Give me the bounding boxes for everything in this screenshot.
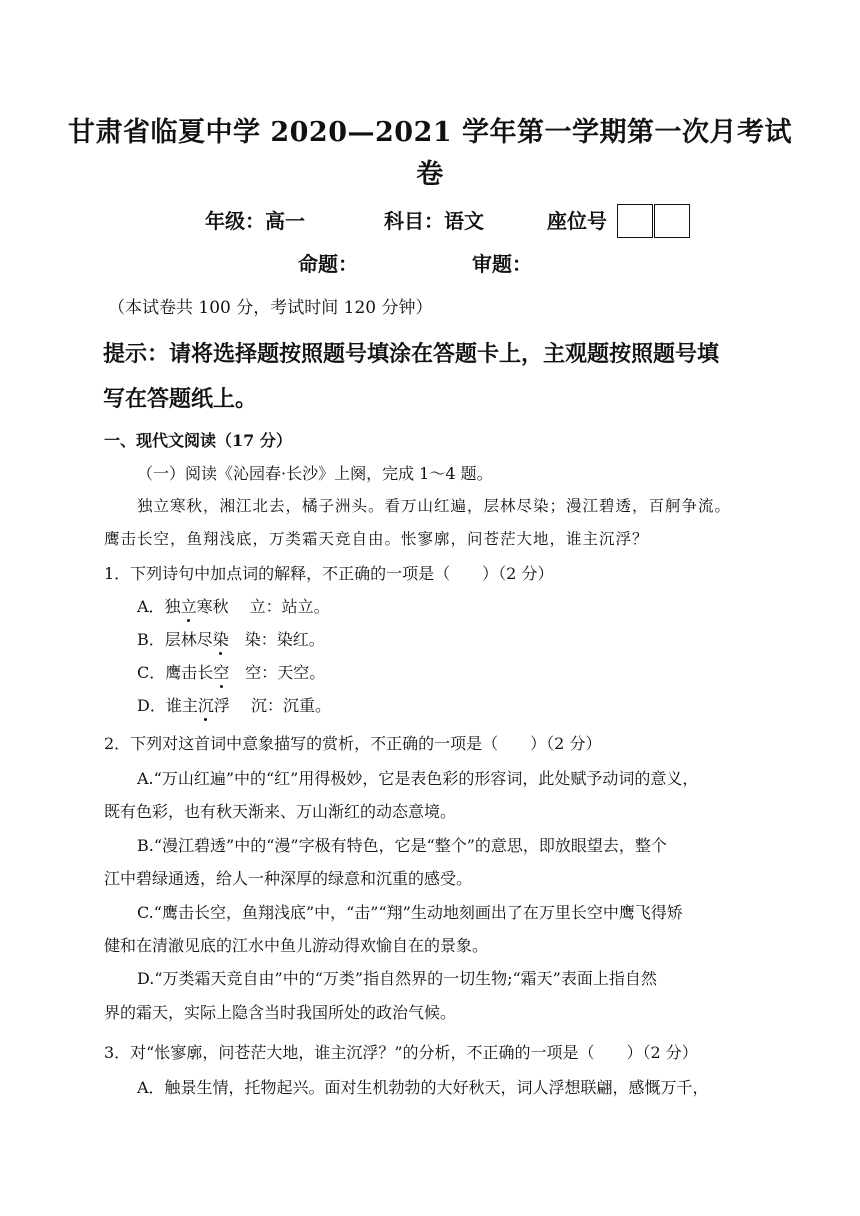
dotted-char: 空 xyxy=(213,663,230,682)
dotted-char: 沉 xyxy=(197,696,214,715)
poem-line1: 独立寒秋，湘江北去，橘子洲头。看万山红遍，层林尽染；漫江碧透，百舸争流。 xyxy=(137,497,732,515)
question2-option-d-line1: D.“万类霜天竞自由”中的“万类”指自然界的一切生物;“霜天”表面上指自然 xyxy=(137,969,657,988)
exam-title-line1: 甘肃省临夏中学 2020—2021 学年第一学期第一次月考试 xyxy=(67,117,793,148)
question1-option-b: B．层林尽染 染：染红。 xyxy=(137,630,325,649)
dotted-char: 染 xyxy=(212,630,229,649)
question1-option-a: A．独立寒秋 立：站立。 xyxy=(137,597,330,616)
exam-title-line2: 卷 xyxy=(416,159,444,190)
grade-label: 年级：高一 xyxy=(205,209,305,233)
hint-line1: 提示：请将选择题按照题号填涂在答题卡上，主观题按照题号填 xyxy=(103,341,720,367)
question2-option-a-line2: 既有色彩，也有秋天渐来、万山渐红的动态意境。 xyxy=(104,802,457,821)
question2-option-b-line1: B.“漫江碧透”中的“漫”字极有特色，它是“整个”的意思，即放眼望去，整个 xyxy=(137,836,667,855)
seat-label: 座位号 xyxy=(547,209,607,233)
proposer-label: 命题： xyxy=(298,252,358,276)
question2-stem: 2．下列对这首词中意象描写的赏析，不正确的一项是（ ）（2 分） xyxy=(104,734,602,753)
subject-label: 科目：语文 xyxy=(384,209,484,233)
hint-line2: 写在答题纸上。 xyxy=(103,386,258,412)
seat-box-1 xyxy=(617,204,653,238)
question2-option-b-line2: 江中碧绿通透，给人一种深厚的绿意和沉重的感受。 xyxy=(104,869,473,888)
seat-box-2 xyxy=(654,204,690,238)
subsection-heading: （一）阅读《沁园春·长沙》上阕，完成 1～4 题。 xyxy=(137,464,493,483)
question3-stem: 3．对“怅寥廓，问苍茫大地，谁主沉浮？”的分析，不正确的一项是（ ）（2 分） xyxy=(104,1043,698,1062)
question1-option-c: C．鹰击长空 空：天空。 xyxy=(137,663,326,682)
question1-option-d: D．谁主沉浮 沉：沉重。 xyxy=(137,696,331,715)
poem-line2: 鹰击长空，鱼翔浅底，万类霜天竞自由。怅寥廓，问苍茫大地，谁主沉浮？ xyxy=(104,530,649,548)
question3-option-a-line1: A．触景生情，托物起兴。面对生机勃勃的大好秋天，词人浮想联翩，感慨万千， xyxy=(137,1078,709,1097)
reviewer-label: 审题： xyxy=(472,252,532,276)
question2-option-c-line2: 健和在清澈见底的江水中鱼儿游动得欢愉自在的景象。 xyxy=(104,936,489,955)
exam-note: （本试卷共 100 分，考试时间 120 分钟） xyxy=(108,298,433,318)
section-heading: 一、现代文阅读（17 分） xyxy=(104,431,292,450)
question1-stem: 1．下列诗句中加点词的解释，不正确的一项是（ ）（2 分） xyxy=(104,564,554,583)
question2-option-a-line1: A.“万山红遍”中的“红”用得极妙，它是表色彩的形容词，此处赋予动词的意义， xyxy=(137,769,699,788)
dotted-char: 立 xyxy=(180,597,197,616)
question2-option-c-line1: C.“鹰击长空，鱼翔浅底”中，“击”“翔”生动地刻画出了在万里长空中鹰飞得矫 xyxy=(137,903,683,922)
question2-option-d-line2: 界的霜天，实际上隐含当时我国所处的政治气候。 xyxy=(104,1003,457,1022)
